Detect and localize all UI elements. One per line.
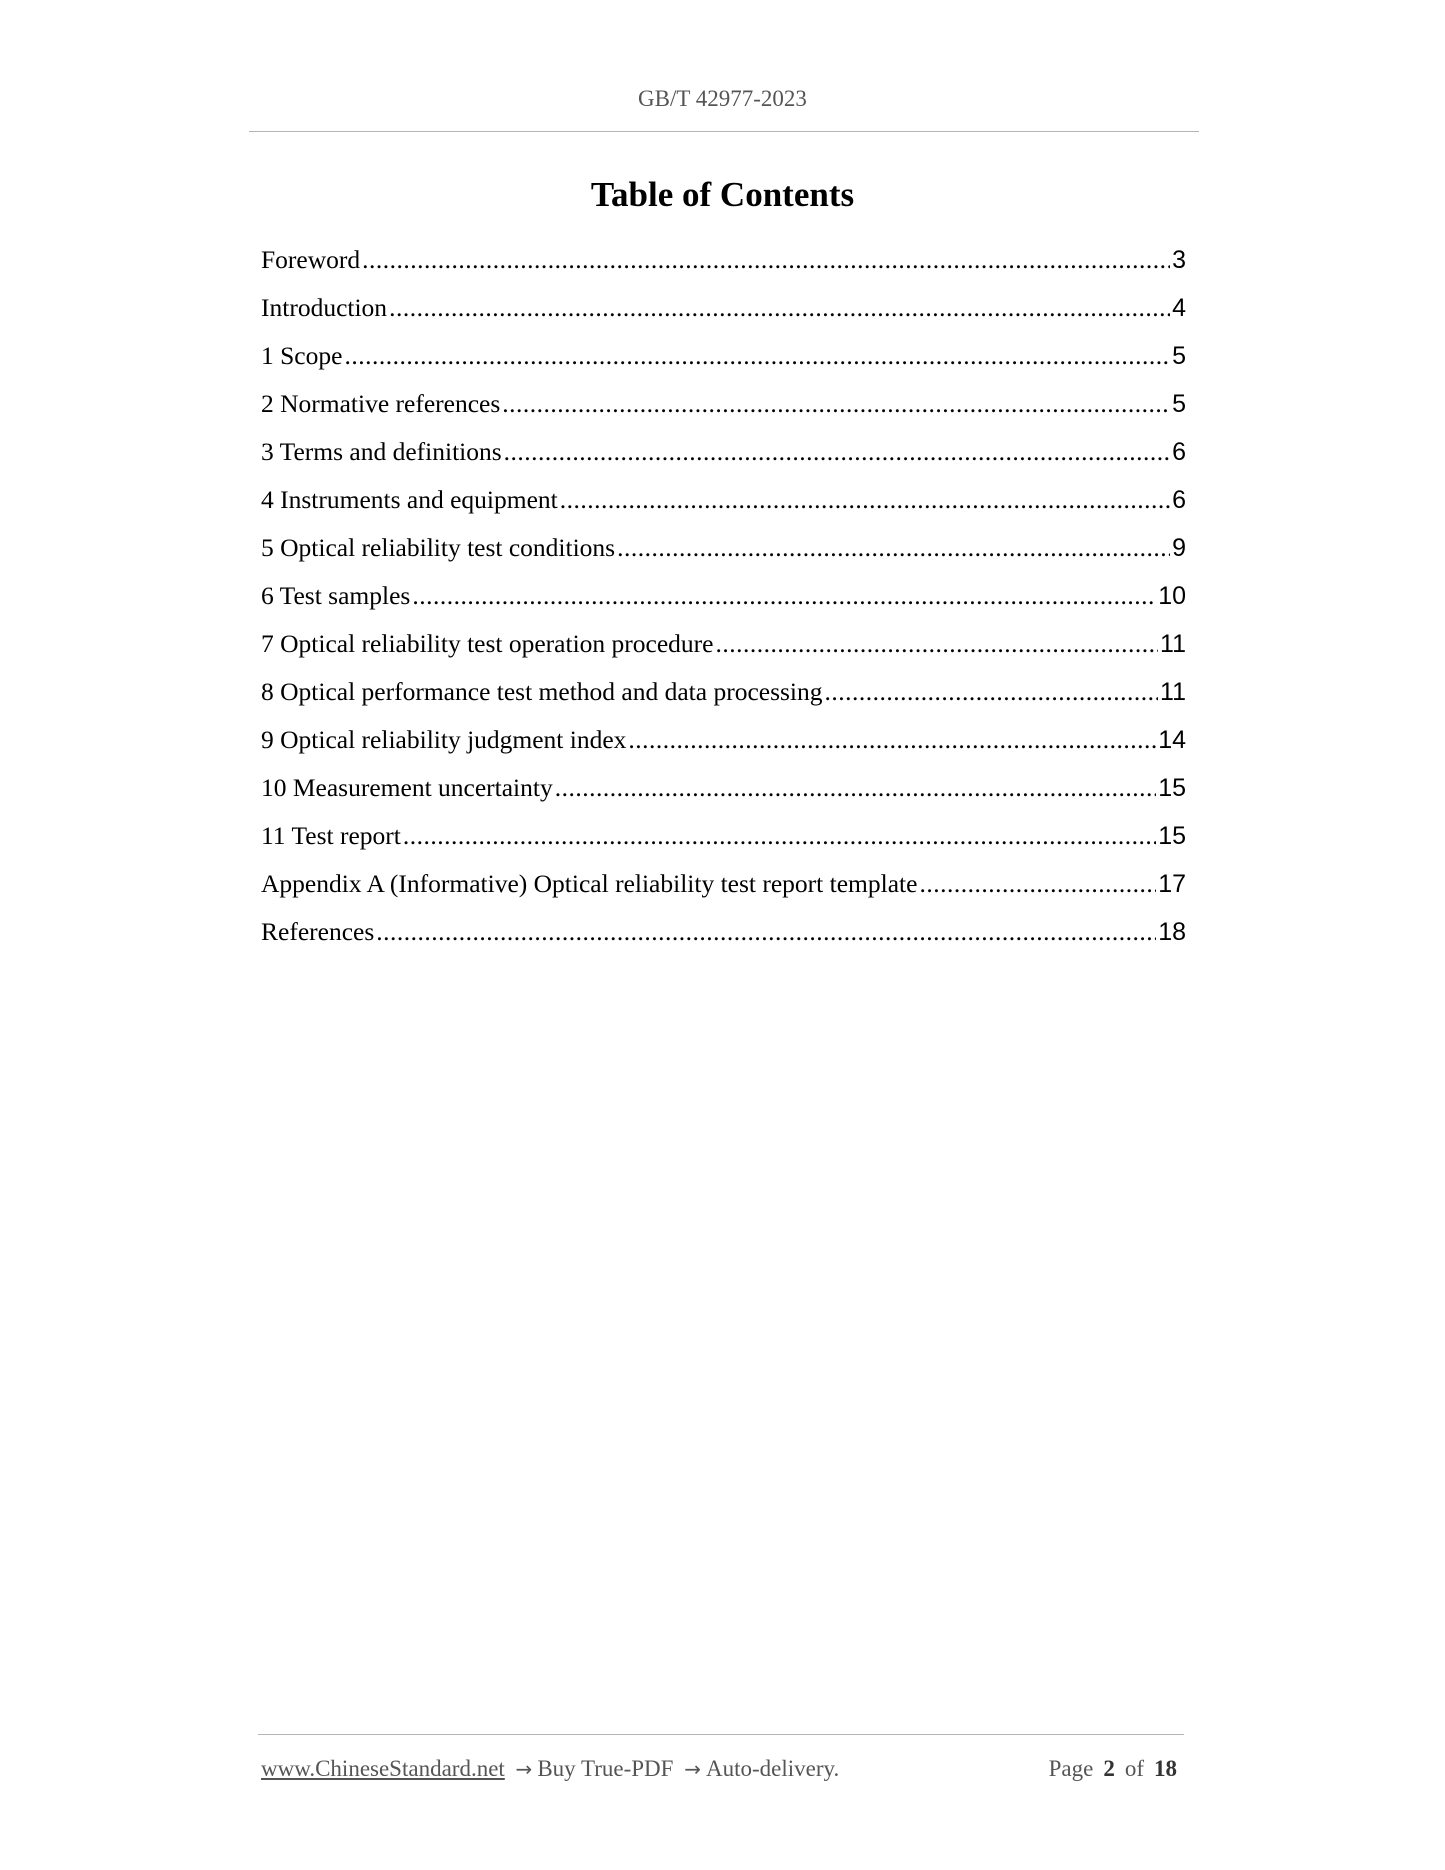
dot-leader	[504, 434, 1170, 470]
toc-entry-references[interactable]	[261, 914, 1186, 962]
toc-entry-test-samples[interactable]	[261, 578, 1186, 626]
document-id: GB/T 42977-2023	[638, 86, 807, 111]
toc-entry-measurement-uncertainty[interactable]	[261, 770, 1186, 818]
toc-entry-test-conditions[interactable]	[261, 530, 1186, 578]
dot-leader	[412, 578, 1156, 614]
toc-entry-page: 5	[1172, 342, 1186, 370]
toc-entry-page: 6	[1172, 486, 1186, 514]
dot-leader	[403, 818, 1156, 854]
dot-leader	[376, 914, 1156, 950]
toc-entry-appendix-a[interactable]	[261, 866, 1186, 914]
toc-entry-page: 3	[1172, 246, 1186, 274]
toc-entry-judgment-index[interactable]	[261, 722, 1186, 770]
toc-entry-introduction[interactable]	[261, 290, 1186, 338]
running-header	[0, 84, 1445, 114]
toc-entry-label: 9 Optical reliability judgment index	[261, 725, 627, 754]
toc-entry-label: Foreword	[261, 245, 361, 274]
toc-entry-page: 10	[1158, 582, 1186, 610]
toc-entry-label: 4 Instruments and equipment	[261, 485, 558, 514]
toc-entry-foreword[interactable]	[261, 242, 1186, 290]
buy-true-pdf-text: Buy True-PDF	[537, 1756, 674, 1781]
dot-leader	[919, 866, 1156, 902]
toc-entry-page: 17	[1158, 870, 1186, 898]
page-total: 18	[1154, 1756, 1177, 1781]
toc-entry-page: 4	[1172, 294, 1186, 322]
dot-leader	[628, 722, 1156, 758]
right-arrow-icon: →	[684, 1757, 701, 1781]
toc-entry-label: 10 Measurement uncertainty	[261, 773, 553, 802]
page-indicator	[1049, 1752, 1177, 1786]
dot-leader	[344, 338, 1170, 374]
toc-entry-label: 7 Optical reliability test operation procedure	[261, 629, 714, 658]
footer-divider	[258, 1734, 1184, 1735]
toc-entry-label: 1 Scope	[261, 341, 343, 370]
right-arrow-icon: →	[515, 1757, 533, 1781]
toc-entry-page: 6	[1172, 438, 1186, 466]
toc-entry-label: 8 Optical performance test method and data processing	[261, 677, 823, 706]
page-word: Page	[1048, 1756, 1094, 1781]
toc-title: Table of Contents	[590, 175, 855, 214]
website-link[interactable]: www.ChineseStandard.net	[261, 1756, 505, 1781]
dot-leader	[362, 242, 1170, 278]
auto-delivery-text: Auto-delivery.	[705, 1756, 840, 1781]
toc-entry-label: References	[261, 917, 375, 946]
toc-entry-page: 14	[1158, 726, 1186, 754]
of-word: of	[1124, 1756, 1144, 1781]
toc-entry-page: 11	[1160, 630, 1186, 658]
dot-leader	[617, 530, 1170, 566]
toc-entry-operation-procedure[interactable]	[261, 626, 1186, 674]
dot-leader	[715, 626, 1158, 662]
toc-entry-page: 9	[1172, 534, 1186, 562]
toc-entry-instruments-and-equipment[interactable]	[261, 482, 1186, 530]
dot-leader	[389, 290, 1170, 326]
header-divider	[249, 131, 1199, 132]
toc-entry-page: 18	[1158, 918, 1186, 946]
toc-entry-scope[interactable]	[261, 338, 1186, 386]
dot-leader	[555, 770, 1156, 806]
toc-entry-test-report[interactable]	[261, 818, 1186, 866]
dot-leader	[825, 674, 1159, 710]
toc-entry-label: 3 Terms and definitions	[261, 437, 502, 466]
toc-entry-terms-and-definitions[interactable]	[261, 434, 1186, 482]
toc-entry-page: 15	[1158, 822, 1186, 850]
toc-entry-test-method[interactable]	[261, 674, 1186, 722]
dot-leader	[560, 482, 1170, 518]
toc-entry-label: 5 Optical reliability test conditions	[261, 533, 616, 562]
toc-list	[261, 242, 1186, 962]
toc-entry-page: 5	[1172, 390, 1186, 418]
toc-entry-label: 11 Test report	[261, 821, 401, 850]
toc-entry-page: 11	[1160, 678, 1186, 706]
toc-entry-label: 6 Test samples	[261, 581, 411, 610]
toc-entry-label: 2 Normative references	[261, 389, 501, 418]
toc-entry-normative-references[interactable]	[261, 386, 1186, 434]
toc-entry-label: Appendix A (Informative) Optical reliability test report template	[261, 869, 918, 898]
page-footer	[261, 1752, 1181, 1786]
page-current: 2	[1103, 1756, 1115, 1781]
dot-leader	[502, 386, 1170, 422]
footer-promo	[261, 1752, 839, 1786]
toc-entry-label: Introduction	[261, 293, 388, 322]
toc-entry-page: 15	[1158, 774, 1186, 802]
